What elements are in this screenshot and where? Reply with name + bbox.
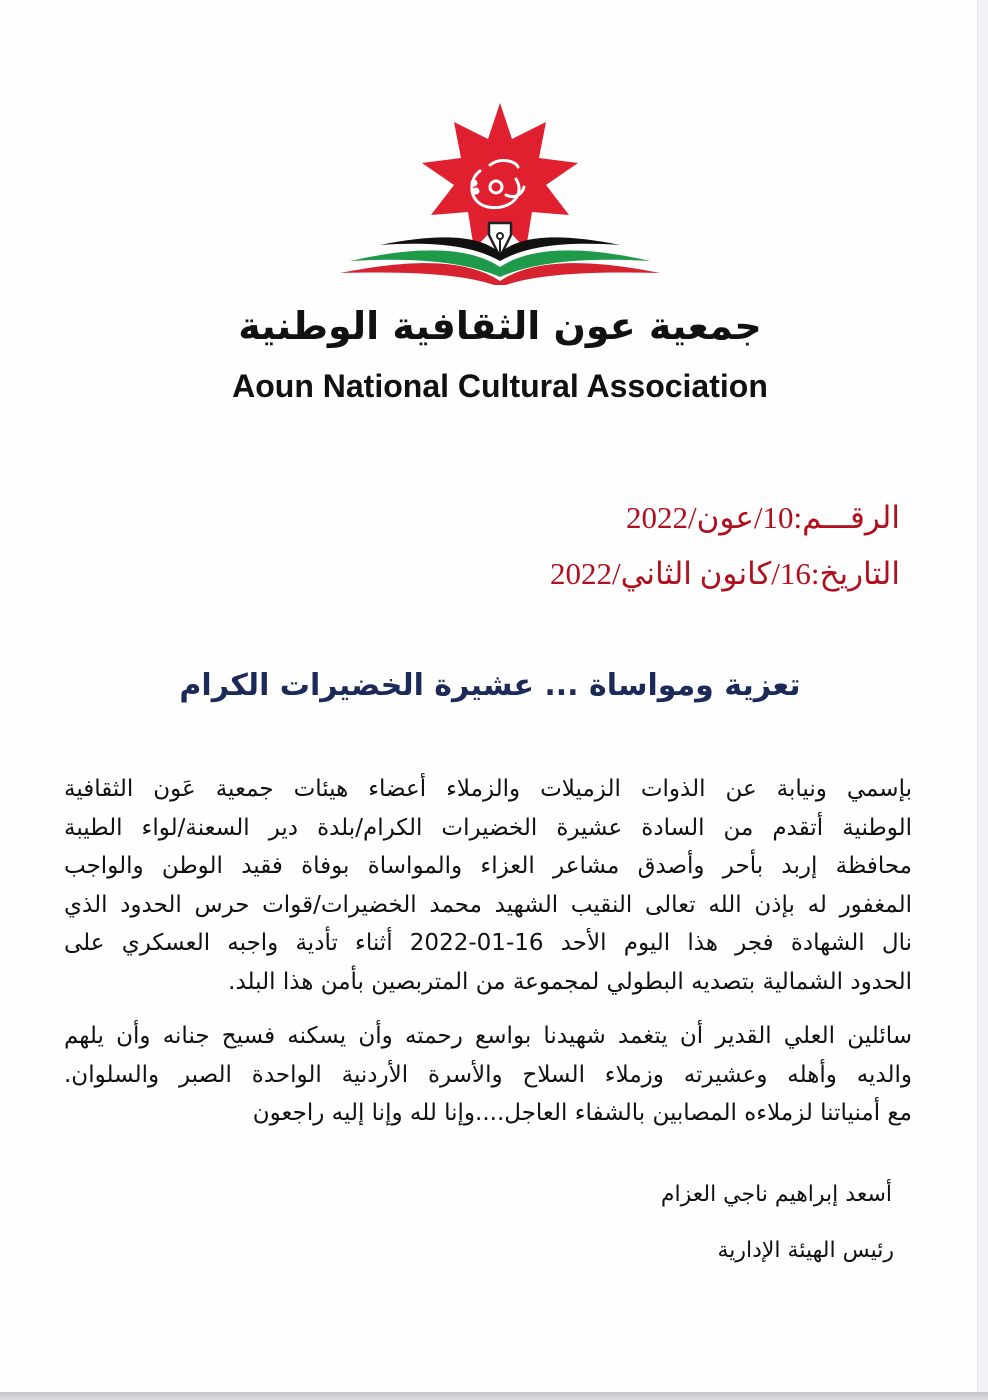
reference-date: التاريخ:16/كانون الثاني/2022 [549,556,900,591]
viewer-right-edge [977,0,988,1400]
body-line: نال الشهادة فجر هذا اليوم الأحد 16-01-2022 أثناء تأدية واجبه العسكري على [64,930,912,956]
body-line: الحدود الشمالية بتصديه البطولي لمجموعة من المتربصين بأمن هذا البلد. [228,968,912,995]
body-line: محافظة إربد بأحر وأصدق مشاعر العزاء والمواساة بوفاة فقيد الوطن والواجب [64,853,912,879]
body-line: المغفور له بإذن الله تعالى النقيب الشهيد محمد الخضيرات/قوات حرس الحدود الذي [64,891,912,918]
signatory-role: رئيس الهيئة الإدارية [717,1238,894,1263]
association-logo [340,95,660,285]
viewer-bottom-edge [0,1392,988,1400]
body-line: بإسمي ونيابة عن الذوات الزميلات والزملاء أعضاء هيئات جمعية عَون الثقافية [64,776,912,802]
body-line: الوطنية أتقدم من السادة عشيرة الخضيرات الكرام/بلدة دير السعنة/لواء الطيبة [64,814,912,841]
organization-name-english: Aoun National Cultural Association [232,368,768,404]
body-paragraph-1 [64,770,912,1001]
body-paragraph-2 [64,1017,912,1133]
body-line: والديه وأهله وعشيرته وزملاء السلاح والأسرة الأردنية الواحدة الصبر والسلوان. [64,1061,912,1088]
body-line: مع أمنياتنا لزملاءه المصابين بالشفاء العاجل....وإنا لله وإنا إليه راجعون [252,1100,912,1126]
body-line: سائلين العلي القدير أن يتغمد شهيدنا بواسع رحمته وأن يسكنه فسيح جنانه وأن يلهم [64,1023,912,1049]
organization-name-arabic: جمعية عون الثقافية الوطنية [238,304,762,348]
reference-number: الرقـــم:10/عون/2022 [626,500,900,535]
signatory-name: أسعد إبراهيم ناجي العزام [660,1182,892,1207]
letter-title: تعزية ومواساة ... عشيرة الخضيرات الكرام [179,668,801,703]
